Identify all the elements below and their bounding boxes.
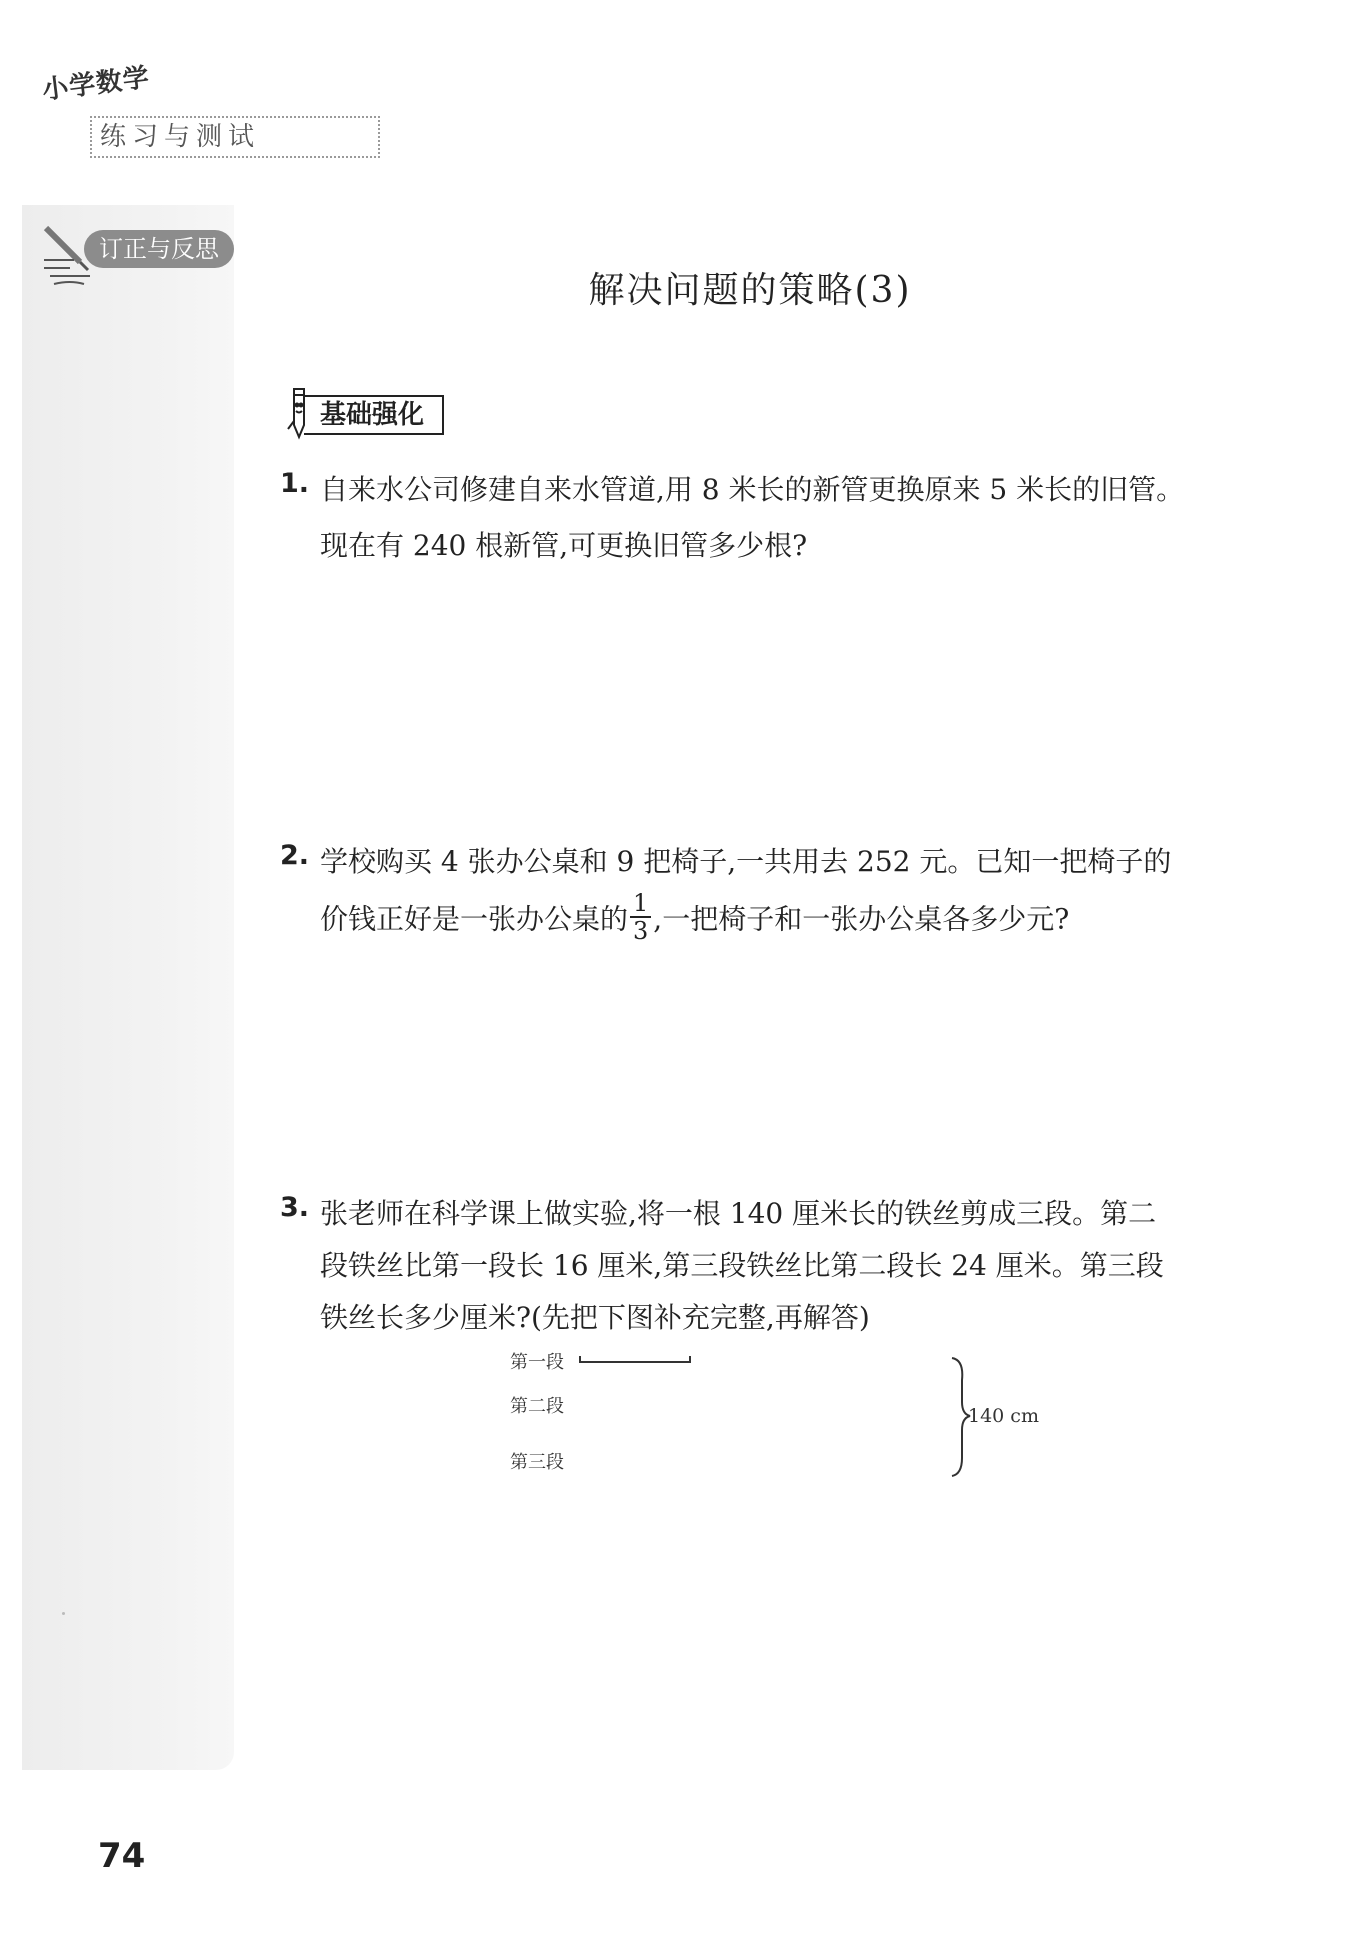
page-number: 74 [98, 1836, 146, 1876]
reflection-label: 订正与反思 [84, 230, 234, 268]
brand-subtitle: 练习与测试 [90, 116, 380, 158]
question-text-line: 张老师在科学课上做实验,将一根 140 厘米长的铁丝剪成三段。第二 [320, 1197, 1157, 1230]
segment-label-third: 第三段 [510, 1452, 564, 1473]
first-segment-line [580, 1356, 690, 1362]
speck [62, 1612, 65, 1615]
question-1 [280, 468, 1240, 568]
fraction [630, 890, 651, 944]
brand-title: 小学数学 [40, 62, 152, 106]
question-number: 1. [280, 468, 310, 499]
section-label: 基础强化 [304, 395, 444, 435]
question-text-line: 自来水公司修建自来水管道,用 8 米长的新管更换原来 5 米长的旧管。 [320, 473, 1185, 506]
question-3 [280, 1192, 1240, 1342]
question-text-line: 段铁丝比第一段长 16 厘米,第三段铁丝比第二段长 24 厘米。第三段 [320, 1249, 1164, 1282]
question-text-line-with-fraction [320, 889, 1070, 948]
page-title: 解决问题的策略(3) [588, 270, 912, 311]
question-text: 价钱正好是一张办公桌的 [320, 902, 629, 936]
total-length-label: 140 cm [968, 1405, 1039, 1427]
reflection-badge [40, 222, 240, 292]
margin-strip [22, 205, 234, 1770]
question-number: 2. [280, 840, 310, 871]
section-header [280, 385, 460, 445]
fraction-denominator: 3 [633, 917, 649, 945]
segment-label-first: 第一段 [510, 1352, 564, 1373]
question-number: 3. [280, 1192, 310, 1223]
fraction-numerator: 1 [630, 890, 651, 918]
question-text-line: 学校购买 4 张办公桌和 9 把椅子,一共用去 252 元。已知一把椅子的 [320, 845, 1172, 878]
question-text-line: 现在有 240 根新管,可更换旧管多少根? [320, 529, 808, 562]
question-2 [280, 840, 1240, 960]
question-text: ,一把椅子和一张办公桌各多少元? [653, 902, 1070, 936]
segment-diagram [500, 1340, 1060, 1490]
question-text-line: 铁丝长多少厘米?(先把下图补充完整,再解答) [320, 1301, 870, 1334]
segment-label-second: 第二段 [510, 1396, 564, 1417]
